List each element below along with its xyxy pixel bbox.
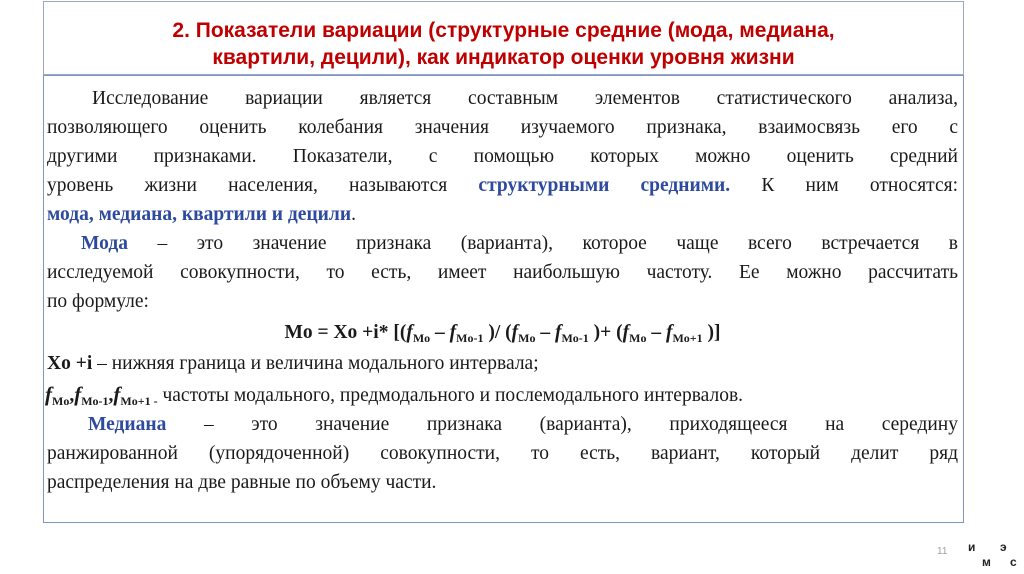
definition-xo-i — [47, 352, 958, 376]
formula-sub: Mo — [518, 331, 536, 345]
symbol-xo-i: Xo +i — [47, 353, 93, 374]
symbol-sep: , — [69, 385, 75, 406]
mode-formula — [47, 321, 958, 345]
paragraph-1-line-2: позволяющего оценить колебания значения изучаемого признака, взаимосвязь его с — [47, 117, 958, 138]
text-plain: частоты модального, предмодального и послемодального интервалов. — [157, 385, 744, 406]
paragraph-1-line-5 — [47, 203, 958, 227]
paragraph-3-line-2: ранжированной (упорядоченной) совокупности, то есть, вариант, который делит ряд — [47, 443, 958, 464]
formula-f: f — [406, 322, 413, 343]
paragraph-1-line-4 — [47, 174, 958, 198]
logo-letter: м — [982, 555, 991, 569]
text-plain: – это значение признака (варианта), которое чаще всего встречается в — [127, 233, 958, 254]
formula-sub: Mo-1 — [561, 331, 589, 345]
text-plain: – это значение признака (варианта), приходящееся на середину — [166, 414, 958, 435]
symbol-sub: Mo+1 - — [120, 394, 158, 408]
formula-f: f — [665, 322, 673, 343]
logo-letter: с — [1010, 555, 1017, 569]
formula-part: – — [535, 322, 555, 343]
page-number: 11 — [937, 546, 948, 557]
logo-letter: и — [968, 540, 976, 554]
definition-frequencies — [45, 382, 956, 408]
text-plain: . — [351, 204, 356, 225]
symbol-sub: Mo — [52, 394, 70, 408]
symbol-f: f — [74, 382, 82, 406]
logo-letter: э — [1000, 540, 1007, 554]
paragraph-1-line-3: другими признаками. Показатели, с помощью которых можно оценить средний — [47, 146, 958, 167]
formula-sub: Mo+1 — [672, 331, 703, 345]
formula-part: – — [430, 322, 450, 343]
paragraph-2-line-3: по формуле: — [47, 291, 149, 312]
term-median: Медиана — [88, 414, 167, 435]
paragraph-1-line-1: Исследование вариации является составным элементов статистического анализа, — [92, 88, 958, 109]
formula-sub: Mo — [412, 331, 431, 345]
paragraph-3-line-3: распределения на две равные по объему части. — [47, 472, 437, 493]
formula-f: f — [511, 322, 519, 343]
symbol-sep: , — [108, 385, 114, 406]
formula-part: Mo = Xo +i* [( — [284, 322, 407, 343]
symbol-sub: Mo-1 — [81, 394, 109, 408]
text-plain: К ним относятся: — [730, 175, 958, 196]
text-plain: – нижняя граница и величина модального интервала; — [92, 353, 539, 374]
formula-part: – — [646, 322, 666, 343]
formula-part: )] — [702, 322, 721, 343]
slide-title-line-2: квартили, децили), как индикатор оценки уровня жизни — [212, 46, 795, 69]
formula-part: )/ ( — [483, 322, 512, 343]
term-mode: Мода — [81, 233, 128, 254]
formula-part: )+ ( — [588, 322, 623, 343]
paragraph-2-line-2: исследуемой совокупности, то есть, имеет наибольшую частоту. Ее можно рассчитать — [47, 262, 958, 283]
formula-f: f — [449, 322, 457, 343]
formula-f: f — [554, 322, 562, 343]
text-plain: уровень жизни населения, называются — [47, 175, 479, 196]
symbol-f: f — [45, 382, 52, 406]
paragraph-3-line-1 — [88, 413, 958, 437]
formula-sub: Mo-1 — [456, 331, 484, 345]
slide-title-line-1: 2. Показатели вариации (структурные средние (мода, медиана, — [172, 19, 835, 42]
term-list-mode-median: мода, медиана, квартили и децили — [47, 204, 352, 225]
formula-sub: Mo — [629, 331, 647, 345]
formula-f: f — [622, 322, 630, 343]
term-structural-means: структурными средними. — [478, 175, 731, 196]
symbol-f: f — [113, 382, 121, 406]
paragraph-2-line-1 — [81, 232, 958, 256]
title-box — [43, 1, 964, 75]
